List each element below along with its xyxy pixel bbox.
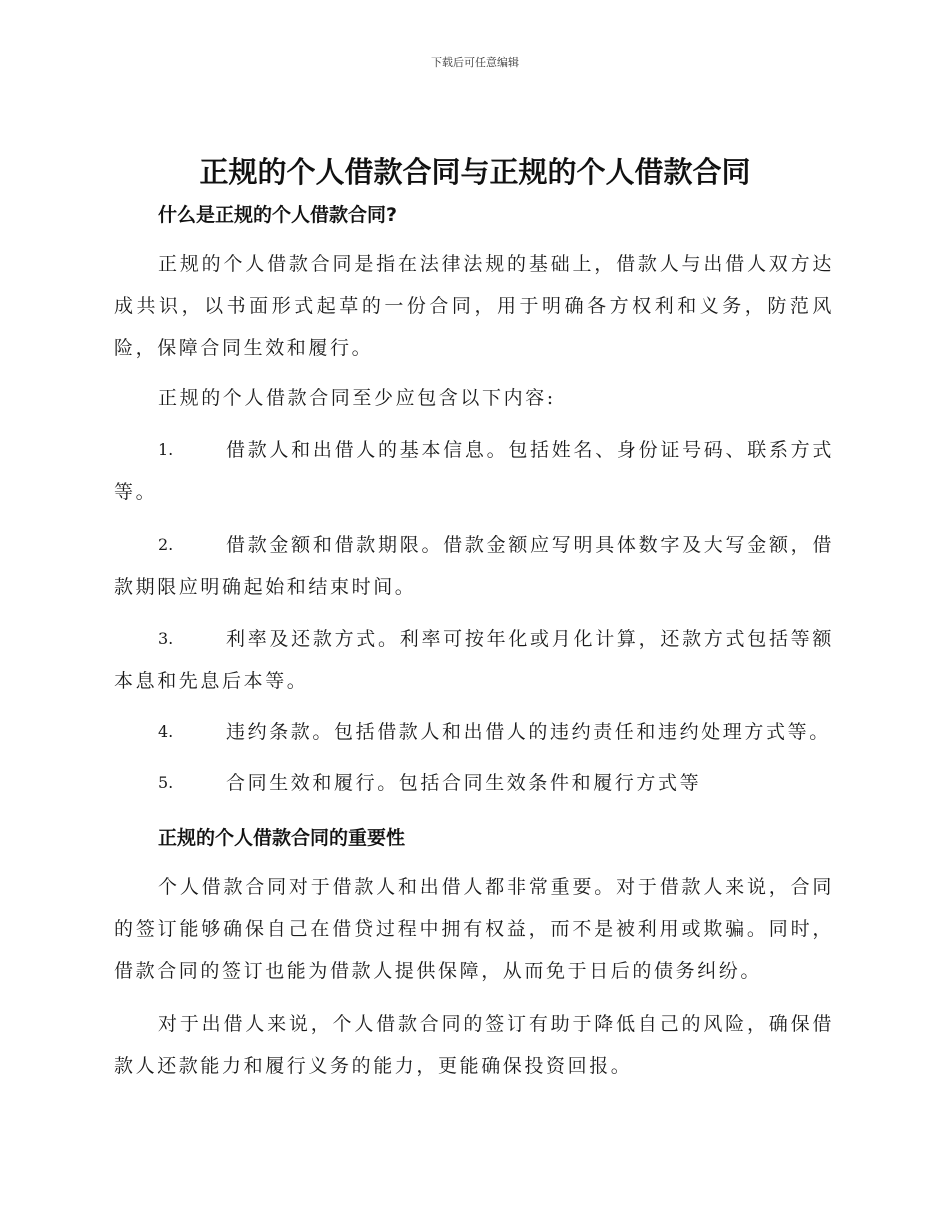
list-item-text: 利率及还款方式。利率可按年化或月化计算，还款方式包括等额本息和先息后本等。 xyxy=(114,628,834,692)
list-item xyxy=(114,618,834,702)
list-item-number: 2. xyxy=(158,535,174,554)
document-title: 正规的个人借款合同与正规的个人借款合同 xyxy=(199,155,751,189)
list-item-text: 借款人和出借人的基本信息。包括姓名、身份证号码、联系方式等。 xyxy=(114,439,834,503)
paragraph-definition: 正规的个人借款合同是指在法律法规的基础上，借款人与出借人双方达成共识，以书面形式起草的一份合同，用于明确各方权利和义务，防范风险，保障合同生效和履行。 xyxy=(114,253,834,359)
paragraph-contents-intro: 正规的个人借款合同至少应包含以下内容: xyxy=(158,387,556,409)
list-item-number: 1. xyxy=(158,440,174,459)
list-item-number: 5. xyxy=(158,773,174,792)
list-item xyxy=(114,711,834,753)
list-item-text: 合同生效和履行。包括合同生效条件和履行方式等 xyxy=(226,772,702,794)
list-item xyxy=(114,524,834,608)
header-note: 下载后可任意编辑 xyxy=(431,56,519,69)
list-item-number: 3. xyxy=(158,629,174,648)
section-heading-importance: 正规的个人借款合同的重要性 xyxy=(158,827,406,849)
section-heading-what-is: 什么是正规的个人借款合同? xyxy=(158,204,398,226)
list-item-text: 借款金额和借款期限。借款金额应写明具体数字及大写金额，借款期限应明确起始和结束时间。 xyxy=(114,534,834,598)
list-item xyxy=(114,429,834,513)
list-item-text: 违约条款。包括借款人和出借人的违约责任和违约处理方式等。 xyxy=(226,721,831,743)
paragraph-borrower-importance: 个人借款合同对于借款人和出借人都非常重要。对于借款人来说，合同的签订能够确保自己在借贷过程中拥有权益，而不是被利用或欺骗。同时，借款合同的签订也能为借款人提供保障，从而免于日后的债务纠纷。 xyxy=(114,876,834,982)
paragraph-lender-importance: 对于出借人来说，个人借款合同的签订有助于降低自己的风险，确保借款人还款能力和履行义务的能力，更能确保投资回报。 xyxy=(114,1013,834,1077)
list-item xyxy=(114,762,834,804)
list-item-number: 4. xyxy=(158,722,174,741)
